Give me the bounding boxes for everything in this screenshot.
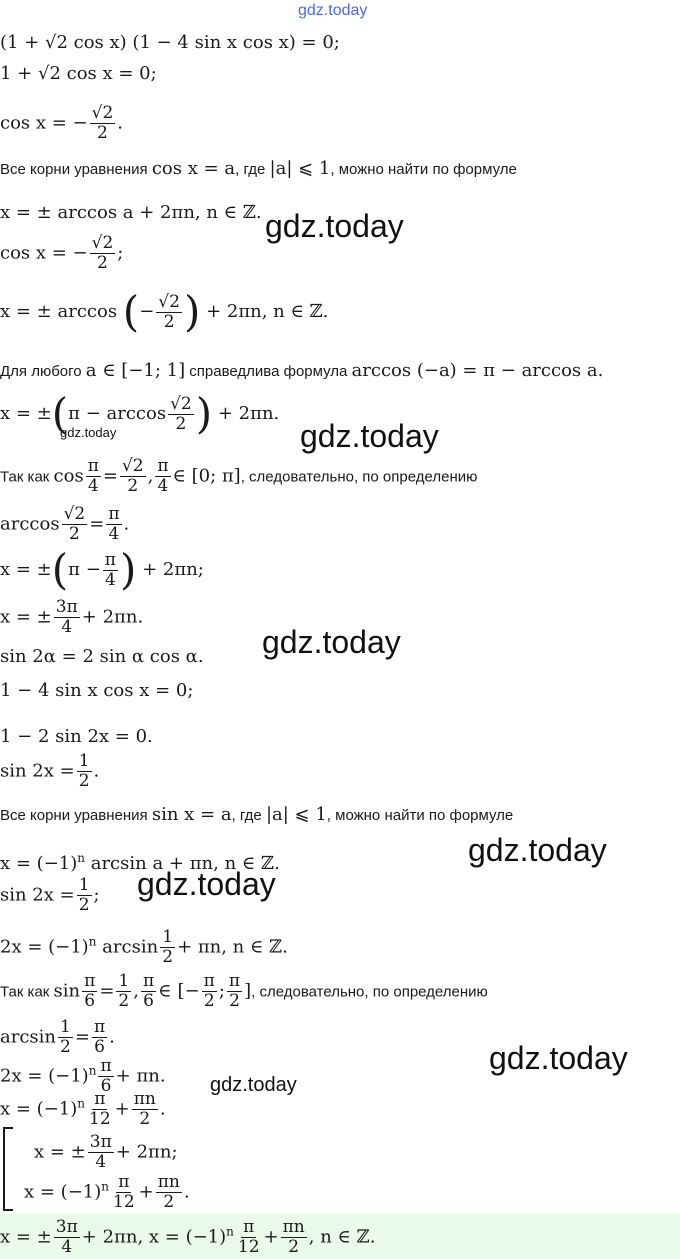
equation-line: cos x = − $\frac{√2}{2}$ ; [0,233,124,273]
equation-line: x = ± $\frac{3\pi}{4}$ + 2πn; [34,1132,178,1172]
equation-line: 1 − 2 sin 2x = 0. [0,726,153,747]
equation-line: x = ± $\frac{3\pi}{4}$ + 2πn. [0,597,144,637]
equation-line: sin 2α = 2 sin α cos α. [0,646,204,667]
answer-line: x = ± $\frac{3\pi}{4}$ + 2πn, $x = (-1)^n$ $\frac{\pi}{12}$ + $\frac{\pi n}{2}$ , n ∈ ℤ. [0,1217,376,1257]
equation-line: $x = (-1)^n$ $\frac{\pi}{12}$ + $\frac{\pi n}{2}$ . [24,1172,190,1212]
watermark-medium: gdz.today [210,1074,297,1096]
watermark: gdz.today [300,418,439,454]
watermark: gdz.today [262,624,401,660]
watermark: gdz.today [265,208,404,244]
equation-line: sin 2x = $\frac{1}{2}$ ; [0,875,100,915]
system-bracket [3,1127,13,1211]
equation-line: 1 + √2 cos x = 0; [0,63,157,84]
equation-line: $2x = (-1)^n$ $\frac{\pi}{6}$ + πn. [0,1056,166,1096]
watermark-small: gdz.today [60,425,117,440]
equation-line: arcsin $\frac{1}{2}$ = $\frac{\pi}{6}$ . [0,1017,115,1057]
equation-line: $x = (-1)^n$ $\frac{\pi}{12}$ + $\frac{\pi n}{2}$ . [0,1089,166,1129]
equation-line: x = ± arccos (− $\frac{√2}{2}$ ) + 2πn, n ∈ ℤ. [0,287,329,336]
text-line: Все корни уравнения sin x = a, где |a| ⩽ 1, можно найти по формуле [0,804,514,825]
equation-line: $x = (-1)^n$ arcsin a + πn, n ∈ ℤ. [0,851,280,874]
equation-line: x = ±(π − $\frac{\pi}{4}$ ) + 2πn; [0,545,204,594]
text-line: Так как cos $\frac{\pi}{4}$ = $\frac{√2}{2}$ , $\frac{\pi}{4}$ ∈ [0; π], следовательно, по определению [0,456,478,496]
equation-line: $2x = (-1)^n$ arcsin $\frac{1}{2}$ + πn, n ∈ ℤ. [0,927,288,967]
text-line: Так как sin $\frac{\pi}{6}$ = $\frac{1}{2}$ , $\frac{\pi}{6}$ ∈ [− $\frac{\pi}{2}$ ; $\frac{\pi}{2}$ ], следовательно, по определению [0,971,488,1011]
equation-line: x = ± arccos a + 2πn, n ∈ ℤ. [0,202,262,223]
watermark: gdz.today [137,866,276,902]
watermark: gdz.today [468,832,607,868]
watermark: gdz.today [489,1040,628,1076]
text-line: Для любого a ∈ [−1; 1] справедлива формула arccos (−a) = π − arccos a. [0,360,604,381]
equation-line: (1 + √2 cos x) (1 − 4 sin x cos x) = 0; [0,32,340,53]
equation-line: cos x = − $\frac{√2}{2}$ . [0,103,124,143]
equation-line: x = ±(π − arccos $\frac{√2}{2}$ ) + 2πn. [0,389,280,438]
equation-line: sin 2x = $\frac{1}{2}$ . [0,751,100,791]
watermark-top: gdz.today [298,2,368,19]
text-line: Все корни уравнения cos x = a, где |a| ⩽ 1, можно найти по формуле [0,158,517,179]
equation-line: 1 − 4 sin x cos x = 0; [0,680,194,701]
equation-line: arccos $\frac{√2}{2}$ = $\frac{\pi}{4}$ . [0,504,130,544]
